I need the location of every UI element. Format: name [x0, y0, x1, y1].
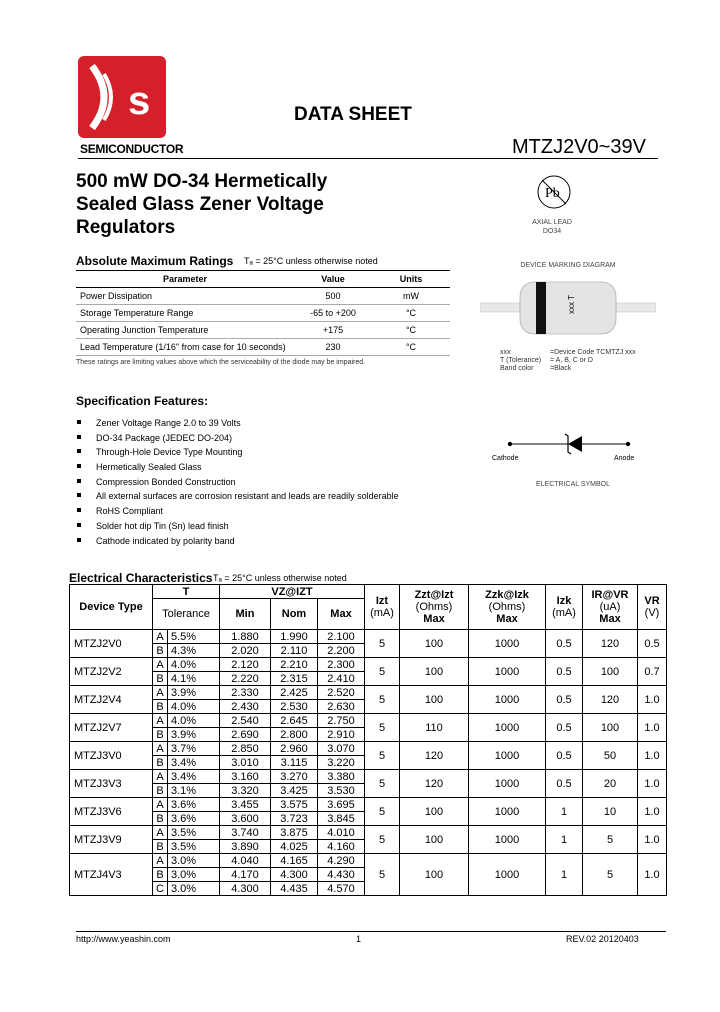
table-header-row [70, 585, 667, 599]
list-item: RoHS Compliant [76, 504, 399, 519]
tolerance-cell: 3.4% [168, 756, 220, 770]
ir-cell: 120 [583, 686, 638, 714]
table-row [70, 770, 667, 784]
ir-cell: 5 [583, 854, 638, 896]
tolerance-cell: 5.5% [168, 630, 220, 644]
grade-cell: B [153, 700, 168, 714]
device-cell: MTZJ2V0 [70, 630, 153, 658]
vz-min-cell: 3.740 [220, 826, 271, 840]
table-row [70, 658, 667, 672]
page-number: 1 [356, 934, 362, 944]
table-row [70, 826, 667, 840]
izt-cell: 5 [365, 770, 400, 798]
izk-cell: 0.5 [546, 658, 583, 686]
elec-table-body [70, 630, 667, 896]
vz-max-cell: 4.570 [318, 882, 365, 896]
vr-cell: 1.0 [638, 854, 667, 896]
vz-max-cell: 3.070 [318, 742, 365, 756]
vz-max-cell: 3.530 [318, 784, 365, 798]
zzk-cell: 1000 [469, 714, 546, 742]
h-max: Max [318, 599, 365, 630]
elec-title: Electrical Characteristics [69, 571, 213, 585]
device-cell: MTZJ4V3 [70, 854, 153, 896]
izt-cell: 5 [365, 826, 400, 854]
footer-rule [76, 931, 666, 932]
vz-nom-cell: 3.723 [271, 812, 318, 826]
vz-min-cell: 2.220 [220, 672, 271, 686]
device-cell: MTZJ2V2 [70, 658, 153, 686]
vz-min-cell: 2.120 [220, 658, 271, 672]
ir-cell: 20 [583, 770, 638, 798]
vz-min-cell: 4.300 [220, 882, 271, 896]
abs-max-footnote: These ratings are limiting values above which the serviceability of the diode may be impaired. [76, 359, 366, 366]
vr-cell: 0.5 [638, 630, 667, 658]
list-item: Hermetically Sealed Glass [76, 460, 399, 475]
anode-label: Anode [614, 455, 635, 462]
izk-cell: 0.5 [546, 770, 583, 798]
pb-free-icon [536, 174, 572, 210]
vr-cell: 0.7 [638, 658, 667, 686]
table-row [70, 742, 667, 756]
units-cell: °C [372, 339, 450, 356]
zzt-cell: 100 [400, 826, 469, 854]
vz-nom-cell: 3.270 [271, 770, 318, 784]
vz-min-cell: 3.010 [220, 756, 271, 770]
vr-cell: 1.0 [638, 686, 667, 714]
device-cell: MTZJ2V4 [70, 686, 153, 714]
legend-row: xxx =Device Code TCMTZJ xxx [500, 349, 636, 356]
grade-cell: A [153, 854, 168, 868]
grade-cell: A [153, 630, 168, 644]
h-izt: Izt (mA) [365, 585, 400, 630]
grade-cell: B [153, 672, 168, 686]
vz-nom-cell: 2.425 [271, 686, 318, 700]
tolerance-cell: 3.0% [168, 854, 220, 868]
zzk-cell: 1000 [469, 854, 546, 896]
pb-symbol: Pb [545, 186, 560, 201]
grade-cell: A [153, 798, 168, 812]
izk-cell: 1 [546, 826, 583, 854]
vz-nom-cell: 4.300 [271, 868, 318, 882]
grade-cell: B [153, 728, 168, 742]
vz-min-cell: 4.040 [220, 854, 271, 868]
izk-cell: 0.5 [546, 686, 583, 714]
legend-row: T (Tolerance) = A, B, C or D [500, 357, 593, 364]
package-label [502, 218, 602, 236]
vz-max-cell: 2.520 [318, 686, 365, 700]
zzt-cell: 100 [400, 798, 469, 826]
vz-nom-cell: 4.025 [271, 840, 318, 854]
h-zzt: Zzt@Izt (Ohms) Max [400, 585, 469, 630]
table-row [76, 288, 450, 305]
vz-nom-cell: 1.990 [271, 630, 318, 644]
tolerance-cell: 4.3% [168, 644, 220, 658]
grade-cell: B [153, 644, 168, 658]
zzt-cell: 100 [400, 658, 469, 686]
zzk-cell: 1000 [469, 630, 546, 658]
zzt-cell: 120 [400, 742, 469, 770]
value-cell: +175 [294, 322, 372, 339]
h-vr: VR (V) [638, 585, 667, 630]
col-units: Units [372, 271, 450, 288]
vz-nom-cell: 2.530 [271, 700, 318, 714]
abs-max-title: Absolute Maximum Ratings [76, 254, 234, 268]
h-vz: VZ@IZT [220, 585, 365, 599]
vz-nom-cell: 3.115 [271, 756, 318, 770]
part-range: MTZJ2V0~39V [512, 136, 646, 158]
tolerance-cell: 3.5% [168, 826, 220, 840]
vz-max-cell: 3.695 [318, 798, 365, 812]
device-cell: MTZJ3V9 [70, 826, 153, 854]
zzt-cell: 100 [400, 686, 469, 714]
list-item: All external surfaces are corrosion resistant and leads are readily solderable [76, 489, 399, 504]
zzk-cell: 1000 [469, 658, 546, 686]
vz-nom-cell: 4.435 [271, 882, 318, 896]
vz-nom-cell: 2.315 [271, 672, 318, 686]
vz-min-cell: 2.690 [220, 728, 271, 742]
vz-min-cell: 2.330 [220, 686, 271, 700]
zzk-cell: 1000 [469, 686, 546, 714]
vz-min-cell: 3.320 [220, 784, 271, 798]
grade-cell: A [153, 686, 168, 700]
vz-min-cell: 3.160 [220, 770, 271, 784]
vz-nom-cell: 2.800 [271, 728, 318, 742]
grade-cell: A [153, 770, 168, 784]
izk-cell: 0.5 [546, 630, 583, 658]
grade-cell: A [153, 826, 168, 840]
ir-cell: 10 [583, 798, 638, 826]
zzk-cell: 1000 [469, 742, 546, 770]
abs-max-table [76, 270, 450, 356]
package-line: AXIAL LEAD [532, 219, 572, 226]
table-row [76, 339, 450, 356]
feature-list [76, 416, 399, 548]
marking-legend [500, 349, 636, 373]
tolerance-cell: 3.5% [168, 840, 220, 854]
vr-cell: 1.0 [638, 714, 667, 742]
param-cell: Power Dissipation [76, 288, 294, 305]
vz-max-cell: 2.200 [318, 644, 365, 658]
table-row [70, 686, 667, 700]
vz-max-cell: 2.410 [318, 672, 365, 686]
izk-cell: 1 [546, 854, 583, 896]
vz-max-cell: 2.630 [318, 700, 365, 714]
vz-nom-cell: 2.960 [271, 742, 318, 756]
table-row [70, 798, 667, 812]
svg-text:s: s [128, 79, 151, 123]
h-device: Device Type [70, 585, 153, 630]
device-cell: MTZJ3V0 [70, 742, 153, 770]
vz-min-cell: 2.850 [220, 742, 271, 756]
izt-cell: 5 [365, 714, 400, 742]
revision: REV.02 20120403 [566, 934, 639, 944]
izt-cell: 5 [365, 658, 400, 686]
ir-cell: 5 [583, 826, 638, 854]
ir-cell: 50 [583, 742, 638, 770]
vr-cell: 1.0 [638, 826, 667, 854]
ir-cell: 100 [583, 658, 638, 686]
izt-cell: 5 [365, 742, 400, 770]
grade-cell: A [153, 658, 168, 672]
grade-cell: B [153, 868, 168, 882]
h-izk: Izk (mA) [546, 585, 583, 630]
symbol-title: ELECTRICAL SYMBOL [535, 481, 611, 488]
grade-cell: B [153, 840, 168, 854]
h-min: Min [220, 599, 271, 630]
tolerance-cell: 4.0% [168, 658, 220, 672]
table-row [70, 630, 667, 644]
doc-title: DATA SHEET [294, 104, 412, 125]
h-tol: Tolerance [153, 599, 220, 630]
grade-cell: A [153, 742, 168, 756]
body-marking: xxx T [567, 295, 576, 314]
spec-title: Specification Features: [76, 394, 209, 408]
zzk-cell: 1000 [469, 798, 546, 826]
vr-cell: 1.0 [638, 742, 667, 770]
tolerance-cell: 4.0% [168, 700, 220, 714]
vr-cell: 1.0 [638, 798, 667, 826]
vz-min-cell: 4.170 [220, 868, 271, 882]
table-header-row [76, 271, 450, 288]
h-ir: IR@VR (uA) Max [583, 585, 638, 630]
vz-max-cell: 4.430 [318, 868, 365, 882]
vz-nom-cell: 2.210 [271, 658, 318, 672]
elec-note: Tₐ = 25°C unless otherwise noted [213, 573, 347, 583]
elec-table [69, 584, 667, 896]
izk-cell: 1 [546, 798, 583, 826]
table-row [76, 322, 450, 339]
tolerance-cell: 4.1% [168, 672, 220, 686]
vz-min-cell: 2.020 [220, 644, 271, 658]
izt-cell: 5 [365, 686, 400, 714]
vz-max-cell: 3.380 [318, 770, 365, 784]
col-value: Value [294, 271, 372, 288]
h-t: T [153, 585, 220, 599]
units-cell: °C [372, 322, 450, 339]
tolerance-cell: 3.6% [168, 812, 220, 826]
vz-min-cell: 3.600 [220, 812, 271, 826]
footer-url: http://www.yeashin.com [76, 934, 171, 944]
tolerance-cell: 4.0% [168, 714, 220, 728]
vz-max-cell: 2.100 [318, 630, 365, 644]
zzt-cell: 100 [400, 630, 469, 658]
vz-nom-cell: 4.165 [271, 854, 318, 868]
list-item: Zener Voltage Range 2.0 to 39 Volts [76, 416, 399, 431]
value-cell: 500 [294, 288, 372, 305]
tolerance-cell: 3.7% [168, 742, 220, 756]
zzt-cell: 120 [400, 770, 469, 798]
table-row [70, 854, 667, 868]
zzk-cell: 1000 [469, 770, 546, 798]
abs-max-note: Tₐ = 25°C unless otherwise noted [244, 256, 378, 266]
grade-cell: C [153, 882, 168, 896]
vz-nom-cell: 2.645 [271, 714, 318, 728]
device-cell: MTZJ2V7 [70, 714, 153, 742]
vz-nom-cell: 3.425 [271, 784, 318, 798]
tolerance-cell: 3.4% [168, 770, 220, 784]
list-item: Compression Bonded Construction [76, 475, 399, 490]
main-title-line: 500 mW DO-34 Hermetically [76, 171, 328, 192]
grade-cell: B [153, 812, 168, 826]
vz-nom-cell: 2.110 [271, 644, 318, 658]
param-cell: Storage Temperature Range [76, 305, 294, 322]
device-cell: MTZJ3V6 [70, 798, 153, 826]
value-cell: -65 to +200 [294, 305, 372, 322]
tolerance-cell: 3.9% [168, 686, 220, 700]
list-item: DO-34 Package (JEDEC DO-204) [76, 431, 399, 446]
list-item: Cathode indicated by polarity band [76, 534, 399, 549]
grade-cell: A [153, 714, 168, 728]
zzt-cell: 110 [400, 714, 469, 742]
col-parameter: Parameter [76, 271, 294, 288]
tolerance-cell: 3.1% [168, 784, 220, 798]
marking-diagram-title: DEVICE MARKING DIAGRAM [520, 262, 616, 269]
vz-min-cell: 3.455 [220, 798, 271, 812]
vz-max-cell: 2.300 [318, 658, 365, 672]
vz-min-cell: 3.890 [220, 840, 271, 854]
vz-nom-cell: 3.875 [271, 826, 318, 840]
vr-cell: 1.0 [638, 770, 667, 798]
table-row [76, 305, 450, 322]
tolerance-cell: 3.6% [168, 798, 220, 812]
vz-max-cell: 3.220 [318, 756, 365, 770]
izt-cell: 5 [365, 854, 400, 896]
param-cell: Lead Temperature (1/16" from case for 10 seconds) [76, 339, 294, 356]
vz-max-cell: 4.290 [318, 854, 365, 868]
vz-max-cell: 4.010 [318, 826, 365, 840]
company-name: SEMICONDUCTOR [80, 142, 184, 156]
izt-cell: 5 [365, 798, 400, 826]
legend-row: Band color =Black [500, 365, 572, 372]
value-cell: 230 [294, 339, 372, 356]
tolerance-cell: 3.9% [168, 728, 220, 742]
grade-cell: B [153, 756, 168, 770]
tolerance-cell: 3.0% [168, 882, 220, 896]
tolerance-cell: 3.0% [168, 868, 220, 882]
zzk-cell: 1000 [469, 826, 546, 854]
vz-max-cell: 2.910 [318, 728, 365, 742]
vz-min-cell: 2.540 [220, 714, 271, 728]
vz-min-cell: 2.430 [220, 700, 271, 714]
company-logo [78, 56, 166, 138]
diode-package-drawing [480, 276, 656, 342]
vz-max-cell: 3.845 [318, 812, 365, 826]
izt-cell: 5 [365, 630, 400, 658]
vz-min-cell: 1.880 [220, 630, 271, 644]
h-nom: Nom [271, 599, 318, 630]
param-cell: Operating Junction Temperature [76, 322, 294, 339]
vz-max-cell: 4.160 [318, 840, 365, 854]
list-item: Solder hot dip Tin (Sn) lead finish [76, 519, 399, 534]
package-line: DO34 [542, 228, 562, 235]
list-item: Through-Hole Device Type Mounting [76, 445, 399, 460]
device-cell: MTZJ3V3 [70, 770, 153, 798]
main-title-line: Sealed Glass Zener Voltage [76, 194, 324, 215]
grade-cell: B [153, 784, 168, 798]
zzt-cell: 100 [400, 854, 469, 896]
cathode-label: Cathode [492, 455, 519, 462]
izk-cell: 0.5 [546, 714, 583, 742]
h-zzk: Zzk@Izk (Ohms) Max [469, 585, 546, 630]
vz-nom-cell: 3.575 [271, 798, 318, 812]
ir-cell: 120 [583, 630, 638, 658]
units-cell: °C [372, 305, 450, 322]
units-cell: mW [372, 288, 450, 305]
header-rule [78, 158, 658, 159]
main-title-line: Regulators [76, 217, 176, 238]
main-title [76, 170, 376, 239]
table-row [70, 714, 667, 728]
izk-cell: 0.5 [546, 742, 583, 770]
ir-cell: 100 [583, 714, 638, 742]
vz-max-cell: 2.750 [318, 714, 365, 728]
